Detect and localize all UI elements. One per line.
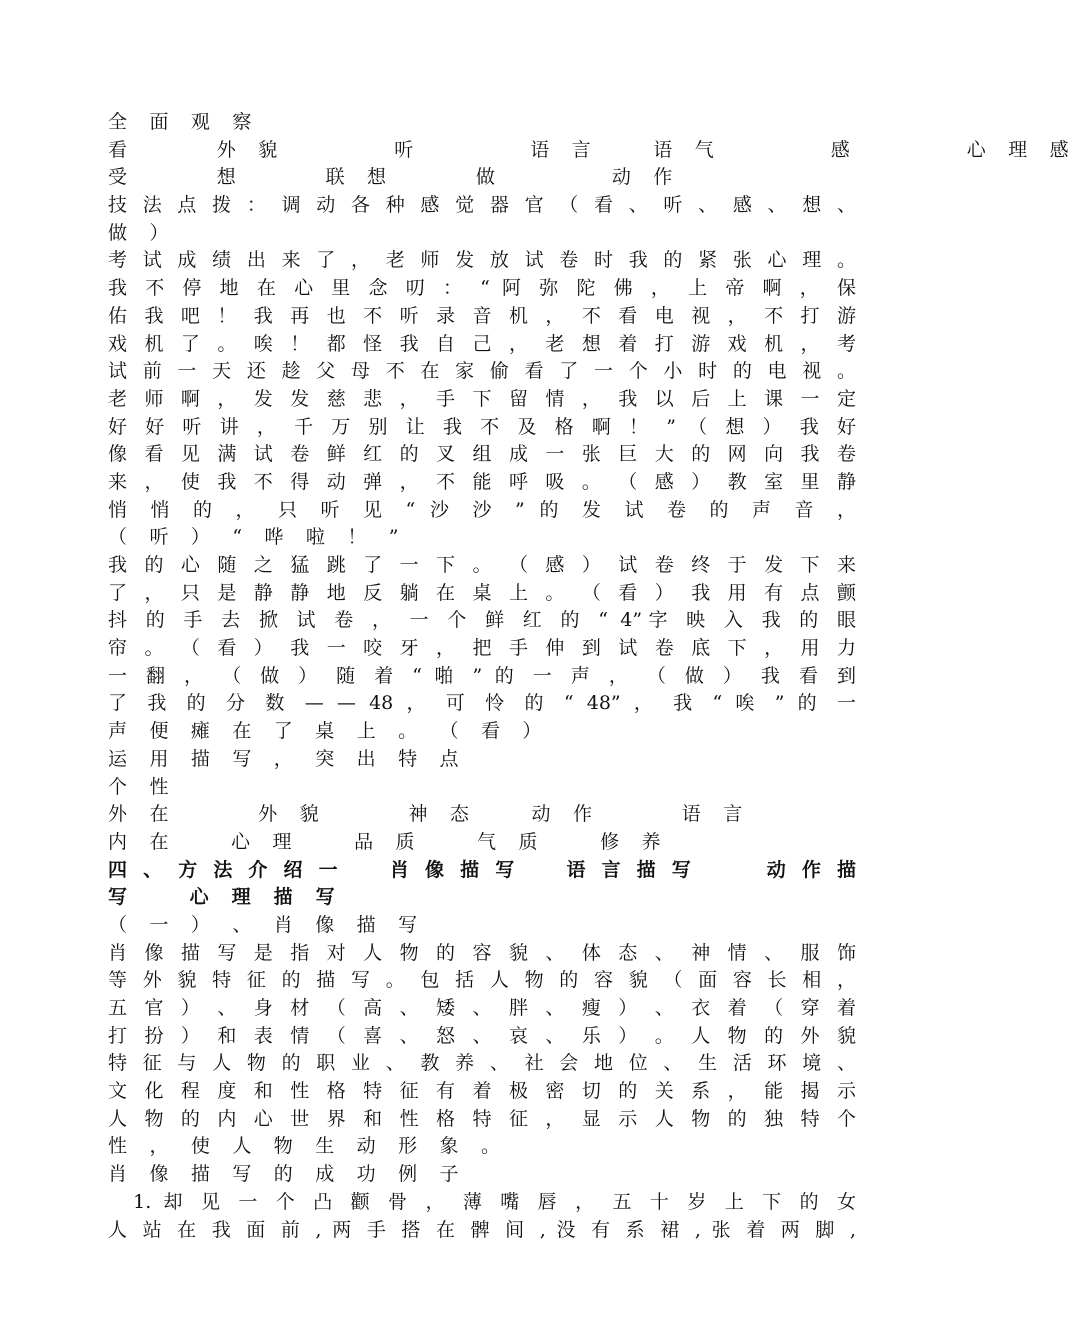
text-line: 个 性 — [108, 775, 177, 798]
text-line: 肖 像 描 写 的 成 功 例 子 — [108, 1163, 467, 1186]
document-body — [108, 109, 1077, 1244]
text-line: 1. 却 见 一 个 凸 颧 骨 ， 薄 嘴 唇 ， 五 十 岁 上 下 的 女 — [108, 1190, 856, 1213]
text-line: 我 不 停 地 在 心 里 念 叨 ： “ 阿 弥 陀 佛 ， 上 帝 啊 ， 保 — [108, 277, 856, 300]
text-line: 全 面 观 察 — [108, 111, 260, 133]
section-heading-line: 写 心 理 描 写 — [108, 886, 343, 909]
text-line: （ 一 ） 、 肖 像 描 写 — [108, 913, 426, 936]
text-line: 抖 的 手 去 掀 试 卷 ， 一 个 鲜 红 的 “ 4”字 映 入 我 的 眼 — [108, 609, 856, 632]
section-heading-line: 四 、 方 法 介 绍 一 肖 像 描 写 语 言 描 写 动 作 描 — [108, 858, 856, 881]
text-line: 五 官 ） 、 身 材 （ 高 、 矮 、 胖 、 瘦 ） 、 衣 着 （ 穿 着 — [108, 997, 856, 1019]
text-line: 我 的 心 随 之 猛 跳 了 一 下 。 （ 感 ） 试 卷 终 于 发 下 来 — [108, 554, 856, 576]
text-line: 特 征 与 人 物 的 职 业 、 教 养 、 社 会 地 位 、 生 活 环 境 、 — [108, 1052, 856, 1075]
text-line: 外 在 外 貌 神 态 动 作 语 言 — [108, 803, 751, 826]
text-line: 性 ， 使 人 物 生 动 形 象 。 — [108, 1135, 509, 1158]
text-line: 一 翻 ， （ 做 ） 随 着 “ 啪 ” 的 一 声 ， （ 做 ） 我 看 到 — [108, 664, 856, 687]
text-line: 悄 悄 的 ， 只 听 见 “ 沙 沙 ” 的 发 试 卷 的 声 音 ， — [108, 498, 856, 521]
text-line: 声 便 瘫 在 了 桌 上 。 （ 看 ） — [108, 720, 550, 743]
text-line: 做 ） — [108, 221, 177, 244]
text-line: 戏 机 了 。 唉 ！ 都 怪 我 自 己 ， 老 想 着 打 游 戏 机 ， 考 — [108, 332, 856, 355]
text-line: （ 听 ） “ 哗 啦 ！ ” — [108, 526, 407, 549]
text-line: 受 想 联 想 做 动 作 — [108, 166, 681, 189]
text-line: 考 试 成 绩 出 来 了 ， 老 师 发 放 试 卷 时 我 的 紧 张 心 理 。 — [108, 249, 856, 272]
text-line: 打 扮 ） 和 表 情 （ 喜 、 怒 、 哀 、 乐 ） 。 人 物 的 外 貌 — [108, 1024, 856, 1047]
text-line: 内 在 心 理 品 质 气 质 修 养 — [108, 830, 669, 853]
text-line: 等 外 貌 特 征 的 描 写 。 包 括 人 物 的 容 貌 （ 面 容 长 相 ， — [108, 969, 856, 992]
text-line: 像 看 见 满 试 卷 鲜 红 的 叉 组 成 一 张 巨 大 的 网 向 我 卷 — [108, 443, 856, 466]
text-line: 技 法 点 拨 ： 调 动 各 种 感 觉 器 官 （ 看 、 听 、 感 、 想 、 — [108, 194, 856, 217]
text-line: 老 师 啊 ， 发 发 慈 悲 ， 手 下 留 情 ， 我 以 后 上 课 一 定 — [108, 387, 856, 410]
text-line: 文 化 程 度 和 性 格 特 征 有 着 极 密 切 的 关 系 ， 能 揭 示 — [108, 1080, 856, 1103]
text-line: 来 ， 使 我 不 得 动 弹 ， 不 能 呼 吸 。 （ 感 ） 教 室 里 静 — [108, 470, 856, 493]
text-line: 了 ， 只 是 静 静 地 反 躺 在 桌 上 。 （ 看 ） 我 用 有 点 颤 — [108, 581, 856, 604]
text-line: 了 我 的 分 数 — — 48 ， 可 怜 的 “ 48” ， 我 “ 唉 ” 的 一 — [108, 692, 856, 715]
text-line: 佑 我 吧 ！ 我 再 也 不 听 录 音 机 ， 不 看 电 视 ， 不 打 游 — [108, 304, 856, 327]
text-line: 肖 像 描 写 是 指 对 人 物 的 容 貌 、 体 态 、 神 情 、 服 饰 — [108, 941, 856, 964]
text-line: 试 前 一 天 还 趁 父 母 不 在 家 偷 看 了 一 个 小 时 的 电 视 。 — [108, 360, 856, 383]
text-line: 运 用 描 写 ， 突 出 特 点 — [108, 747, 467, 770]
text-line: 好 好 听 讲 ， 千 万 别 让 我 不 及 格 啊 ！ ” （ 想 ） 我 好 — [108, 415, 856, 438]
text-line: 人 物 的 内 心 世 界 和 性 格 特 征 ， 显 示 人 物 的 独 特 个 — [108, 1107, 856, 1130]
text-line: 看 外 貌 听 语 言 语 气 感 心 理 感 — [108, 138, 1077, 161]
text-line: 人 站 在 我 面 前 , 两 手 搭 在 髀 间 , 没 有 系 裙 , 张 着 两 脚 , — [108, 1218, 856, 1241]
text-line: 帘 。 （ 看 ） 我 一 咬 牙 ， 把 手 伸 到 试 卷 底 下 ， 用 力 — [108, 637, 856, 660]
